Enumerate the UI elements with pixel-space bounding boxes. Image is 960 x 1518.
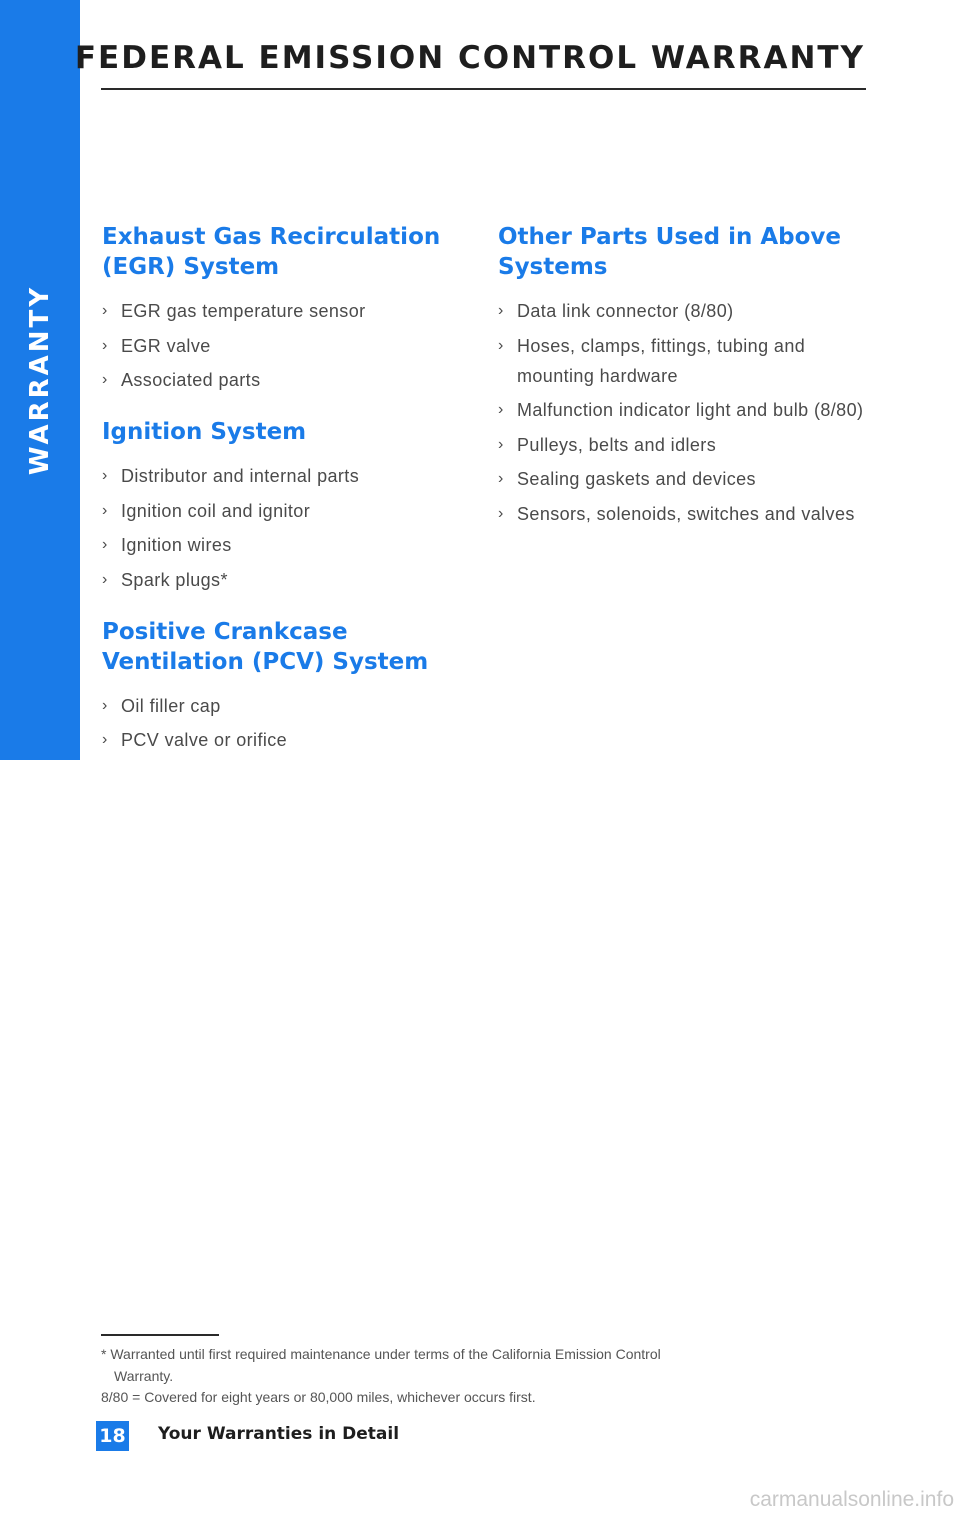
chevron-right-icon: ›: [498, 302, 504, 319]
footer-label: Your Warranties in Detail: [158, 1424, 400, 1444]
chevron-right-icon: ›: [102, 696, 108, 714]
pcv-list: [102, 691, 447, 756]
page-title: FEDERAL EMISSION CONTROL WARRANTY: [74, 40, 865, 76]
watermark: carmanualsonline.info: [749, 1488, 954, 1511]
list-item: › Spark plugs*: [102, 565, 447, 595]
footnote-asterisk-line1: * Warranted until first required maintenance under terms of the California Emission Control: [101, 1346, 661, 1362]
list-item: › PCV valve or orifice: [102, 725, 447, 755]
chevron-right-icon: ›: [102, 371, 108, 388]
chevron-right-icon: ›: [498, 336, 504, 354]
list-item: › Ignition coil and ignitor: [102, 496, 447, 526]
list-item: › EGR valve: [102, 331, 447, 361]
footnote-asterisk: [101, 1343, 821, 1387]
chevron-right-icon: ›: [102, 501, 108, 519]
list-item: › Data link connector (8/80): [498, 296, 873, 326]
footnote-eight-eighty: 8/80 = Covered for eight years or 80,000 miles, whichever occurs first.: [101, 1389, 536, 1405]
header-divider: [101, 88, 866, 90]
list-item: › Oil filler cap: [102, 691, 447, 721]
section-heading-egr: Exhaust Gas Recirculation (EGR) System: [102, 224, 441, 280]
ignition-list: [102, 461, 447, 595]
chevron-right-icon: ›: [102, 536, 108, 553]
list-item: › Hoses, clamps, fittings, tubing and mounting hardware: [498, 331, 873, 391]
section-heading-ignition: Ignition System: [102, 419, 307, 445]
chevron-right-icon: ›: [102, 467, 108, 484]
side-tab: [0, 0, 80, 760]
chevron-right-icon: ›: [102, 570, 108, 588]
footnote-asterisk-line2: Warranty.: [114, 1368, 174, 1384]
section-heading-other-parts: Other Parts Used in Above Systems: [498, 224, 842, 280]
left-column: [102, 222, 447, 777]
list-item: › Associated parts: [102, 365, 447, 395]
chevron-right-icon: ›: [498, 470, 504, 487]
egr-list: [102, 296, 447, 395]
list-item: › Pulleys, belts and idlers: [498, 430, 873, 460]
chevron-right-icon: ›: [102, 731, 108, 748]
chevron-right-icon: ›: [498, 401, 504, 418]
page-number: 18: [96, 1421, 129, 1451]
list-item: › Distributor and internal parts: [102, 461, 447, 491]
list-item: › EGR gas temperature sensor: [102, 296, 447, 326]
right-column: [498, 222, 873, 551]
side-tab-label: WARRANTY: [25, 284, 55, 476]
footnote-divider: [101, 1334, 219, 1336]
chevron-right-icon: ›: [102, 336, 108, 354]
chevron-right-icon: ›: [498, 435, 504, 453]
list-item: › Sealing gaskets and devices: [498, 464, 873, 494]
other-parts-list: [498, 296, 873, 529]
section-heading-pcv: Positive Crankcase Ventilation (PCV) System: [102, 618, 429, 675]
list-item: › Sensors, solenoids, switches and valves: [498, 499, 873, 529]
list-item: › Malfunction indicator light and bulb (8/80): [498, 395, 873, 425]
list-item: › Ignition wires: [102, 530, 447, 560]
chevron-right-icon: ›: [102, 302, 108, 319]
chevron-right-icon: ›: [498, 504, 504, 522]
